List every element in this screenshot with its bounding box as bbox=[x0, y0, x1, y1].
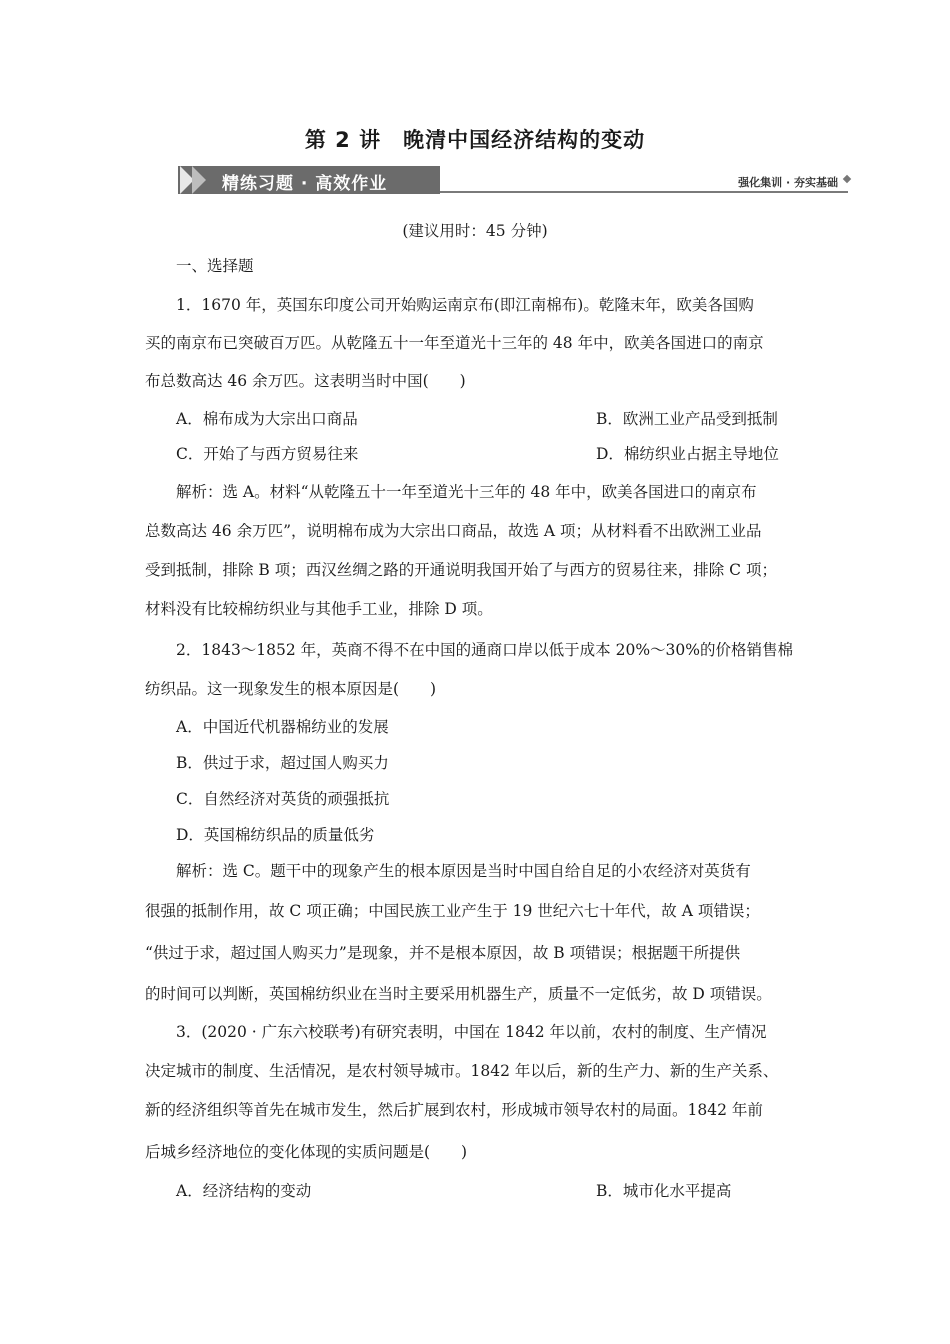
q1-stem-line: 1．1670 年，英国东印度公司开始购运南京布(即江南棉布)。乾隆末年，欧美各国购 bbox=[176, 296, 754, 314]
diamond-icon bbox=[843, 175, 851, 183]
q2-option-d: D．英国棉纺织品的质量低劣 bbox=[176, 826, 375, 844]
q1-analysis-line: 受到抵制，排除 B 项；西汉丝绸之路的开通说明我国开始了与西方的贸易往来，排除 C 项； bbox=[145, 561, 777, 579]
q1-option-d: D．棉纺织业占据主导地位 bbox=[596, 445, 779, 463]
q2-analysis-line: “供过于求，超过国人购买力”是现象，并不是根本原因，故 B 项错误；根据题干所提供 bbox=[145, 944, 741, 962]
q2-analysis-line: 的时间可以判断，英国棉纺织业在当时主要采用机器生产，质量不一定低劣，故 D 项错误。 bbox=[145, 985, 772, 1003]
section-heading: 一、选择题 bbox=[176, 257, 254, 275]
q2-option-c: C．自然经济对英货的顽强抵抗 bbox=[176, 790, 390, 808]
q2-analysis-line: 很强的抵制作用，故 C 项正确；中国民族工业产生于 19 世纪六七十年代，故 A 项错误； bbox=[145, 902, 760, 920]
q1-option-a: A．棉布成为大宗出口商品 bbox=[176, 410, 358, 428]
q2-stem-line: 2．1843～1852 年，英商不得不在中国的通商口岸以低于成本 20%～30%的价格销售棉 bbox=[176, 641, 794, 659]
q3-option-a: A．经济结构的变动 bbox=[176, 1182, 312, 1200]
q3-stem-line: 后城乡经济地位的变化体现的实质问题是( ) bbox=[145, 1143, 468, 1161]
banner-subtitle: 强化集训 · 夯实基础 bbox=[738, 176, 838, 189]
q2-option-a: A．中国近代机器棉纺业的发展 bbox=[176, 718, 389, 736]
q2-analysis-line: 解析：选 C。题干中的现象产生的根本原因是当时中国自给自足的小农经济对英货有 bbox=[176, 862, 751, 880]
banner-rule bbox=[440, 191, 848, 193]
q3-option-b: B．城市化水平提高 bbox=[596, 1182, 732, 1200]
chevron-right-icon bbox=[192, 166, 206, 194]
q1-analysis-line: 材料没有比较棉纺织业与其他手工业，排除 D 项。 bbox=[145, 600, 493, 618]
q1-stem-line: 布总数高达 46 余万匹。这表明当时中国( ) bbox=[145, 372, 466, 390]
q1-option-b: B．欧洲工业产品受到抵制 bbox=[596, 410, 778, 428]
q1-stem-line: 买的南京布已突破百万匹。从乾隆五十一年至道光十三年的 48 年中，欧美各国进口的南京 bbox=[145, 334, 764, 352]
q1-analysis-line: 解析：选 A。材料“从乾隆五十一年至道光十三年的 48 年中，欧美各国进口的南京布 bbox=[176, 483, 757, 501]
q2-option-b: B．供过于求，超过国人购买力 bbox=[176, 754, 389, 772]
banner-label: 精练习题 · 高效作业 bbox=[222, 174, 388, 194]
q3-stem-line: 新的经济组织等首先在城市发生，然后扩展到农村，形成城市领导农村的局面。1842 年前 bbox=[145, 1101, 763, 1119]
q3-stem-line: 3．(2020 · 广东六校联考)有研究表明，中国在 1842 年以前，农村的制度、生产情况 bbox=[176, 1023, 767, 1041]
page-title: 第 2 讲 晚清中国经济结构的变动 bbox=[304, 128, 646, 152]
section-banner bbox=[178, 162, 850, 198]
q2-stem-line: 纺织品。这一现象发生的根本原因是( ) bbox=[145, 680, 437, 698]
time-hint: (建议用时：45 分钟) bbox=[402, 222, 548, 240]
q3-stem-line: 决定城市的制度、生活情况，是农村领导城市。1842 年以后，新的生产力、新的生产关系、 bbox=[145, 1062, 779, 1080]
q1-option-c: C．开始了与西方贸易往来 bbox=[176, 445, 359, 463]
q1-analysis-line: 总数高达 46 余万匹”，说明棉布成为大宗出口商品，故选 A 项；从材料看不出欧洲工业品 bbox=[145, 522, 762, 540]
